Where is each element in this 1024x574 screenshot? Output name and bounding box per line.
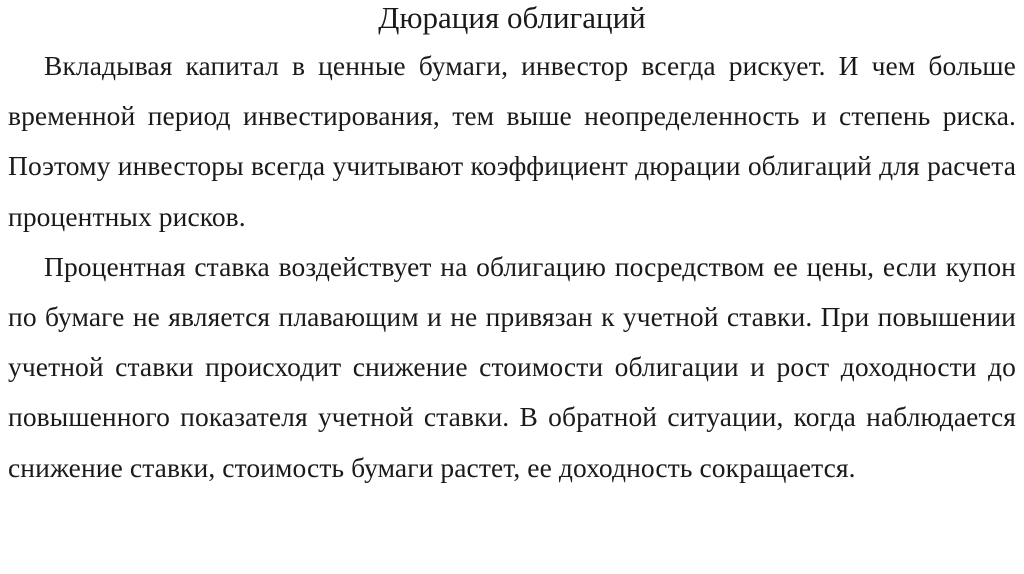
slide-title: Дюрация облигаций	[378, 0, 646, 35]
paragraph-investment-risk: Вкладывая капитал в ценные бумаги, инвестор всегда рискует. И чем больше временной период инвестирования, тем выше неопределенность и степень риска. Поэтому инвесторы всегда учитывают коэффициент дюрации облигаций для расчета процентных рисков.	[8, 50, 1016, 232]
paragraph-interest-rate-effect: Процентная ставка воздействует на облигацию посредством ее цены, если купон по бумаге не является плавающим и не привязан к учетной ставки. При повышении учетной ставки происходит снижение стоимости облигации и рост доходности до повышенного показателя учетной ставки. В обратной ситуации, когда наблюдается снижение ставки, стоимость бумаги растет, ее доходность сокращается.	[8, 250, 1016, 483]
